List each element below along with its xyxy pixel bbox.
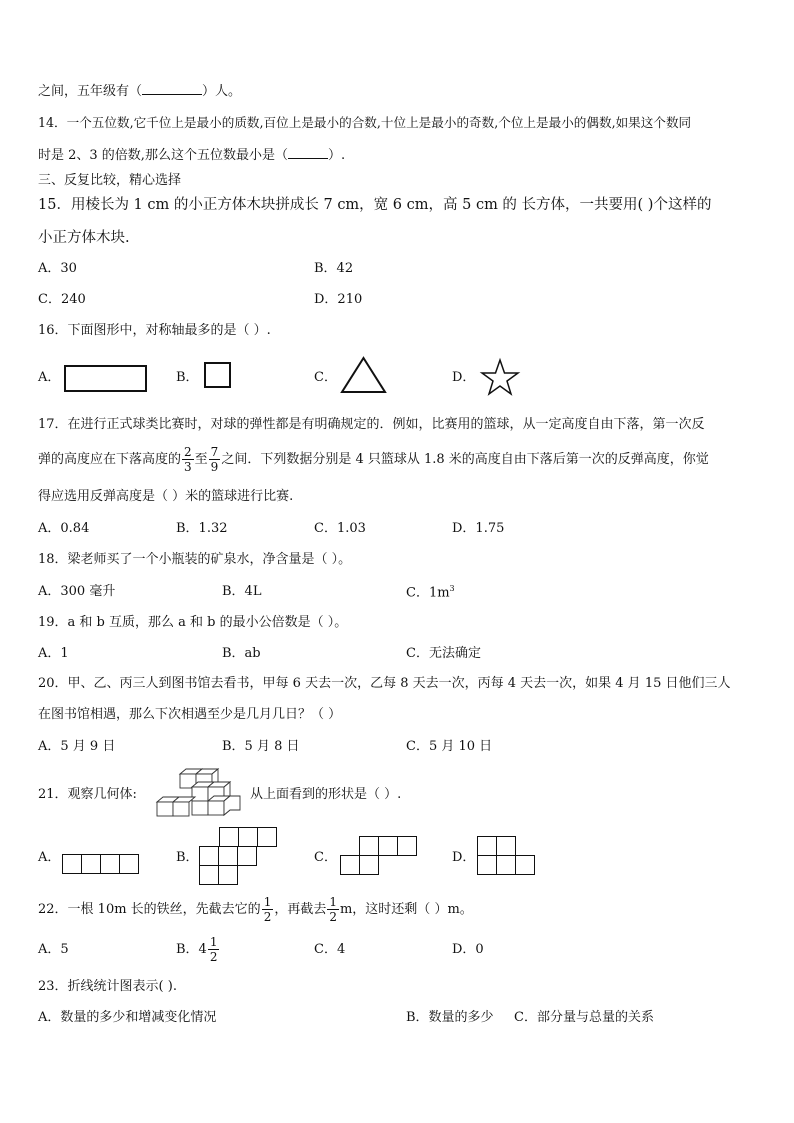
q20-line1: 20．甲、乙、丙三人到图书馆去看书，甲每 6 天去一次，乙每 8 天去一次，丙每 4 天去一次，如果 4 月 15 日他们三人 [38,676,731,691]
q17-option-a[interactable]: A．0.84 [38,521,90,536]
answer-blank [142,84,202,95]
q16-option-b[interactable]: B． [176,370,199,385]
triangle-shape-icon [340,356,387,394]
q18-option-c[interactable] [406,585,455,599]
fraction [262,896,274,923]
q23-option-b[interactable]: B．数量的多少 [406,1010,494,1025]
q21-stem-a: 21．观察几何体: [38,787,137,802]
q13-tail [38,84,241,98]
q17-option-c[interactable]: C．1.03 [314,521,366,536]
fraction [182,446,194,473]
q22-option-c[interactable]: C．4 [314,942,346,957]
q18-option-b[interactable]: B．4L [222,584,262,599]
q15-option-b[interactable]: B．42 [314,261,354,276]
q22-option-b-text: B．4 [176,941,207,957]
q18-stem: 18．梁老师买了一个小瓶装的矿泉水，净含量是（ ）。 [38,552,352,567]
q23-option-c[interactable]: C．部分量与总量的关系 [514,1010,654,1025]
section-heading: 三、反复比较，精心选择 [38,173,182,188]
q15-option-d[interactable]: D．210 [314,292,363,307]
q20-option-c[interactable]: C．5 月 10 日 [406,739,493,754]
q19-option-a[interactable]: A．1 [38,646,69,661]
q17-line1: 17．在进行正式球类比赛时，对球的弹性都是有明确规定的．例如，比赛用的篮球，从一定高度自由下落，第一次反 [38,417,705,432]
q17-text-a: 弹的高度应在下落高度的 [38,451,182,467]
q16-option-a[interactable]: A． [38,370,61,385]
denominator: 3 [184,459,192,474]
q21-stem-b: 从上面看到的形状是（ ）. [250,787,402,802]
answer-blank [288,148,328,159]
q16-stem: 16．下面图形中，对称轴最多的是（ ）. [38,323,271,338]
q17-option-d[interactable]: D．1.75 [452,521,505,536]
q14-line2 [38,148,345,162]
q18-option-c-text: C．1m [406,585,450,601]
denominator: 2 [209,949,218,964]
q22-text-a: 22．一根 10m 长的铁丝，先截去它的 [38,901,261,917]
q19-option-c[interactable]: C．无法确定 [406,646,481,661]
q22-text-b: ，再截去 [274,901,327,917]
q21-option-b[interactable]: B． [176,850,199,865]
q20-option-b[interactable]: B．5 月 8 日 [222,739,300,754]
rectangle-shape-icon [64,365,148,392]
top-view-grid-c [340,836,418,876]
q17-line2 [38,445,709,473]
q22-option-d[interactable]: D．0 [452,942,484,957]
q15-option-c[interactable]: C．240 [38,292,86,307]
top-view-grid-a [62,854,140,876]
q17-text-b: 至 [194,451,208,467]
q22-option-a[interactable]: A．5 [38,942,69,957]
numerator: 2 [184,444,192,459]
denominator: 9 [210,459,219,474]
q14-text-after: ）. [327,148,346,163]
q23-option-a[interactable]: A．数量的多少和增减变化情况 [38,1010,217,1025]
q22-stem [38,894,473,924]
q19-stem: 19．a 和 b 互质，那么 a 和 b 的最小公倍数是（ ）。 [38,615,348,630]
q15-option-a[interactable]: A．30 [38,261,77,276]
q20-line2: 在图书馆相遇，那么下次相遇至少是几月几日？（ ） [38,707,342,722]
top-view-grid-b [199,827,279,887]
fraction [327,896,339,923]
q21-option-d[interactable]: D． [452,850,476,865]
star-shape-icon [479,358,521,396]
numerator: 1 [209,934,218,949]
q13-text-before: 之间，五年级有（ [38,84,143,99]
q16-option-d[interactable]: D． [452,370,476,385]
q17-option-b[interactable]: B．1.32 [176,521,228,536]
q15-line2: 小正方体木块. [38,230,130,246]
q19-option-b[interactable]: B．ab [222,646,261,661]
q21-option-c[interactable]: C． [314,850,337,865]
q22-option-b[interactable] [176,934,220,964]
q16-option-c[interactable]: C． [314,370,337,385]
q14-text-before: 时是 2、3 的倍数,那么这个五位数最小是（ [38,148,288,163]
numerator: 1 [263,894,272,909]
denominator: 2 [329,909,337,924]
q14-line1: 14．一个五位数,它千位上是最小的质数,百位上是最小的合数,十位上是最小的奇数,个位上是最小的偶数,如果这个数同 [38,115,692,130]
numerator: 7 [210,444,219,459]
q20-option-a[interactable]: A．5 月 9 日 [38,739,116,754]
superscript: 3 [449,584,455,593]
numerator: 1 [329,894,337,909]
denominator: 2 [263,909,272,924]
top-view-grid-d [477,836,537,876]
q21-option-a[interactable]: A． [38,850,61,865]
fraction [208,936,220,963]
q18-option-a[interactable]: A．300 毫升 [38,584,116,599]
square-shape-icon [204,362,232,389]
q15-line1: 15．用棱长为 1 cm 的小正方体木块拼成长 7 cm，宽 6 cm，高 5 cm 的 长方体，一共要用( )个这样的 [38,197,712,213]
fraction [209,446,221,473]
q13-text-after: ）人。 [202,84,242,99]
q22-text-c: m，这时还剩（ ）m。 [339,901,473,917]
q17-text-c: 之间．下列数据分别是 4 只篮球从 1.8 米的高度自由下落后第一次的反弹高度，你觉 [221,451,709,467]
cube-stack-figure [155,768,241,818]
q23-stem: 23．折线统计图表示( ). [38,979,177,994]
q17-line3: 得应选用反弹高度是（ ）米的篮球进行比赛. [38,489,294,504]
